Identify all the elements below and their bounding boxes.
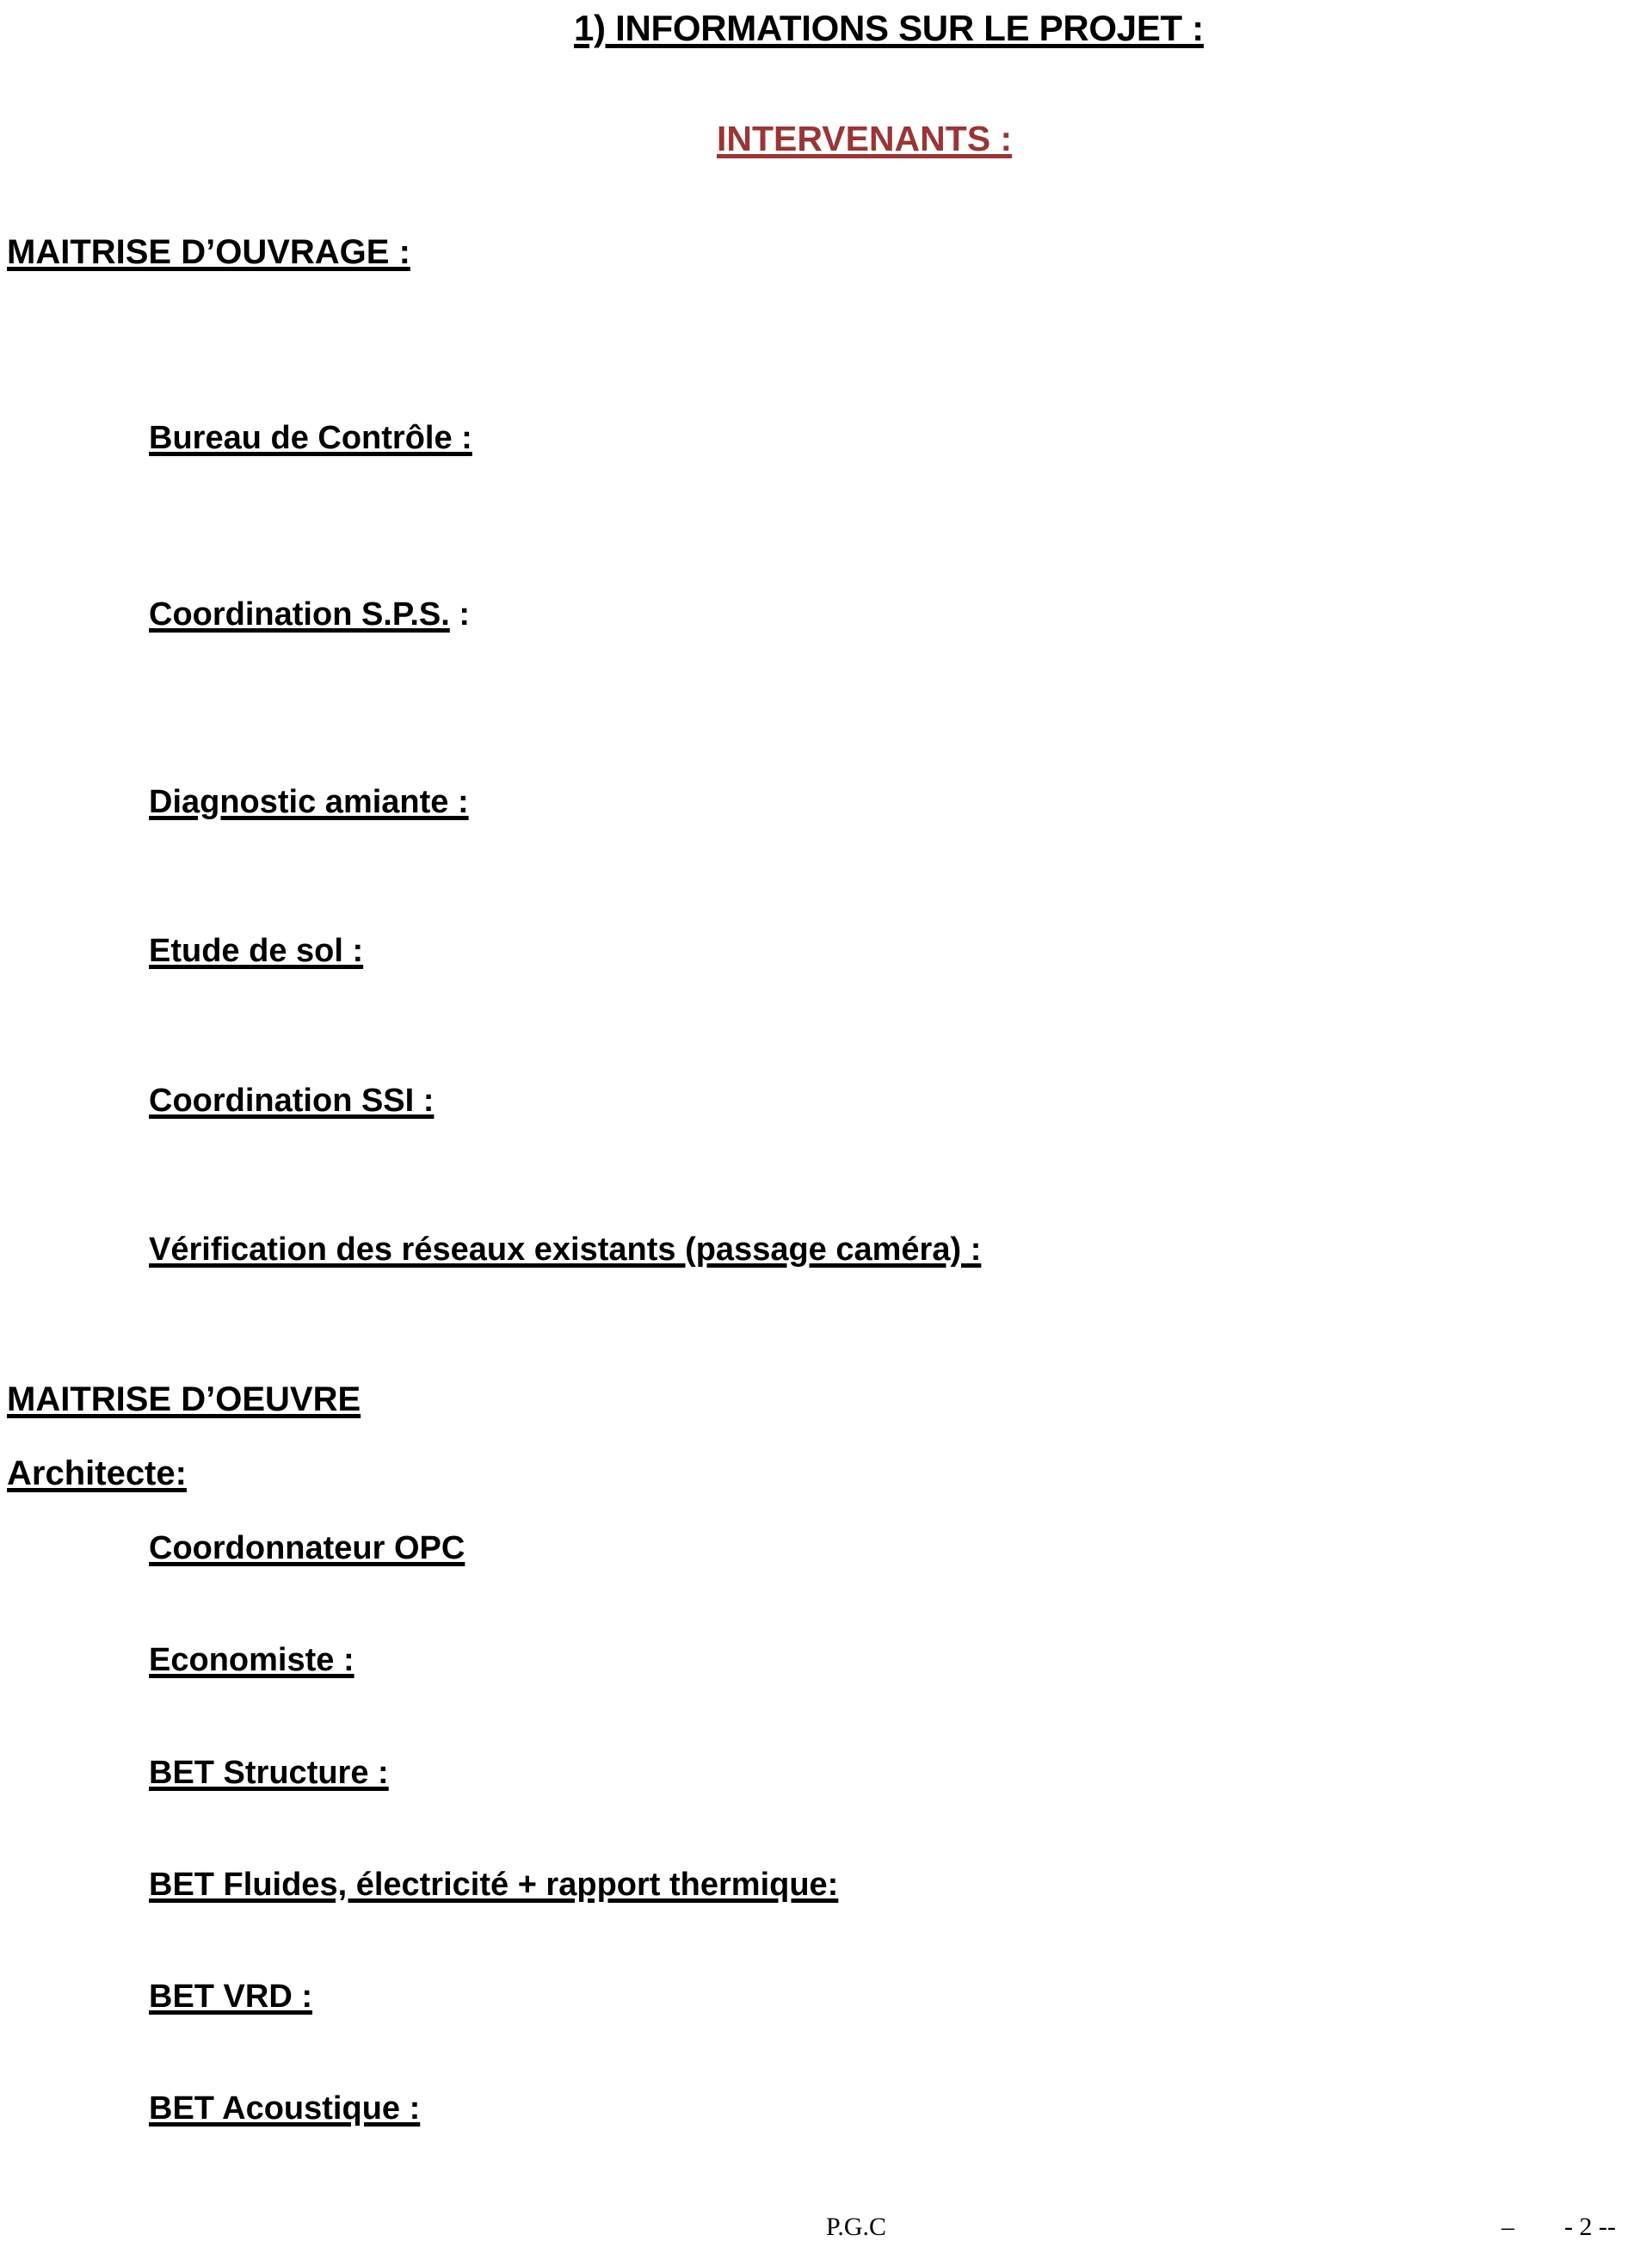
- maitrise-oeuvre-heading: MAITRISE D’OEUVRE: [7, 1380, 361, 1418]
- label-coordonnateur-opc: Coordonnateur OPC: [149, 1530, 465, 1566]
- label-bureau-de-controle: Bureau de Contrôle :: [149, 420, 472, 456]
- label-bet-vrd: BET VRD :: [149, 1979, 312, 2015]
- section-heading-intervenants: INTERVENANTS :: [717, 119, 1013, 158]
- label-diagnostic-amiante: Diagnostic amiante :: [149, 784, 469, 820]
- maitrise-ouvrage-heading: MAITRISE D’OUVRAGE :: [7, 233, 410, 271]
- label-coordination-ssi: Coordination SSI :: [149, 1083, 435, 1119]
- label-etude-de-sol: Etude de sol :: [149, 933, 364, 969]
- footer-document-code: P.G.C: [826, 2213, 887, 2241]
- label-economiste: Economiste :: [149, 1642, 354, 1678]
- label-bet-fluides: BET Fluides, électricité + rapport thermique:: [149, 1867, 839, 1903]
- footer-page-number: - 2 --: [1564, 2213, 1616, 2241]
- label-verification-reseaux: Vérification des réseaux existants (passage caméra) :: [149, 1232, 982, 1268]
- page-title: 1) INFORMATIONS SUR LE PROJET :: [574, 8, 1204, 48]
- label-coordination-sps-text: Coordination S.P.S.: [149, 596, 450, 633]
- label-coordination-sps-colon: :: [449, 596, 470, 633]
- label-bet-acoustique: BET Acoustique :: [149, 2090, 421, 2127]
- label-bet-structure: BET Structure :: [149, 1755, 389, 1791]
- label-coordination-sps: [149, 598, 470, 631]
- footer-dash: –: [1501, 2213, 1514, 2241]
- label-architecte: Architecte:: [7, 1454, 187, 1492]
